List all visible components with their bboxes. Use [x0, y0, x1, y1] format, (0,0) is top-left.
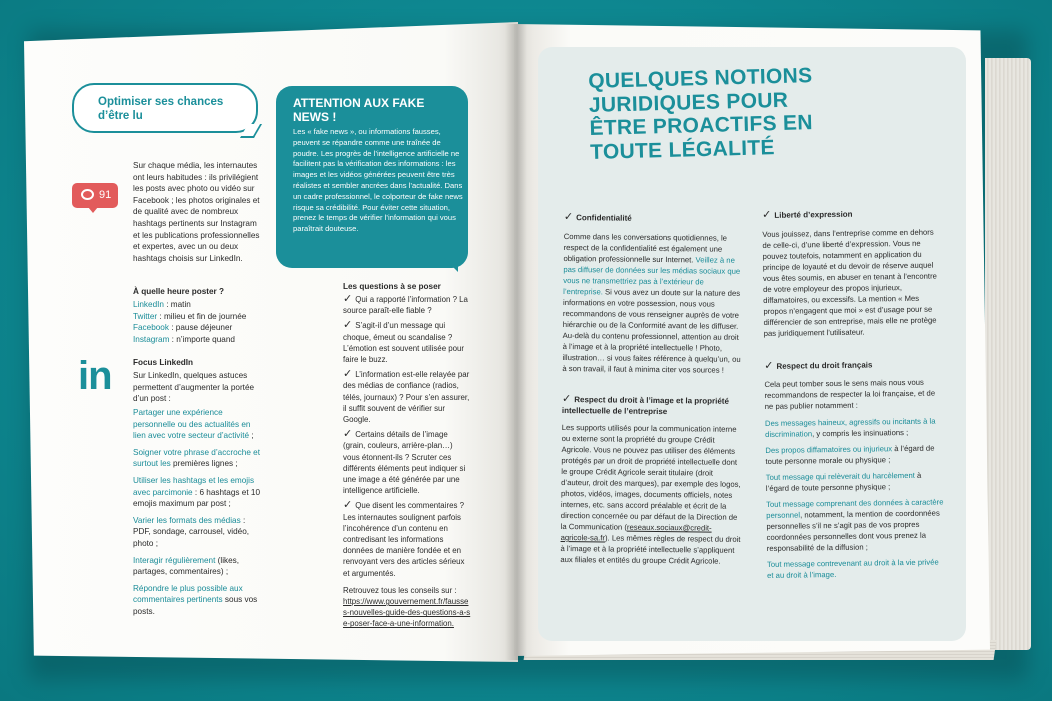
when-item: Instagram : n’importe quand [133, 334, 235, 344]
focus-item: Partager une expérience personnelle ou des actualités en lien avec votre secteur d’activité ; [133, 408, 254, 441]
law-item: Tout message contrevenant au droit à la vie privée et au droit à l’image. [766, 557, 939, 580]
when-item: LinkedIn : matin [133, 300, 191, 309]
law-item: Des messages haineux, agressifs ou incitants à la discrimination, y compris les insinuations ; [764, 416, 936, 439]
check-icon: ✓ [764, 359, 774, 372]
law-list [765, 415, 947, 580]
focus-item: Varier les formats des médias : PDF, sondage, carrousel, vidéo, photo ; [133, 515, 250, 548]
check-icon: ✓ [343, 293, 353, 305]
check-icon: ✓ [343, 428, 353, 441]
notification-count: 91 [99, 189, 112, 201]
comment-icon [81, 189, 94, 200]
question-item: ✓ Qui a rapporté l’information ? La source paraît-elle fiable ? [343, 293, 468, 316]
confidentiality-body: Comme dans les conversations quotidiennes, le respect de la confidentialité est également une obligation professionnelle sur Internet. Veillez à ne pas diffuser de données sur les médias sociaux que vous ne transmettriez pas à l’extérieur de l’entreprise. Si vous avez un doute sur la nature des informations en votre possession, nous vous recommandons de vous renseigner auprès de votre hiérarchie ou de la Conformité avant de les diffuser. Au-delà du contenu professionnel, attention au droit à l’image et à la propriété intellectuelle ! Photo, illustration… si vous faites référence à quelqu’un, ou à son travail, il faut à minima citer vos sources ! [562, 231, 741, 375]
fake-news-box [276, 86, 468, 268]
focus-list [133, 407, 263, 618]
when-title: À quelle heure poster ? [133, 287, 224, 296]
linkedin-icon: in [78, 354, 112, 398]
check-icon: ✓ [343, 319, 353, 332]
image-rights-title: ✓ Respect du droit à l’image et la propriété intellectuelle de l’entreprise [561, 392, 729, 417]
focus-title: Focus LinkedIn [133, 358, 194, 367]
intro-text: Sur chaque média, les internautes ont leurs habitudes : ils privilégient les posts avec photo ou vidéo sur Facebook ; les photos originales et de qualité avec de nombreux hashtags pertinents sur Instagram et les publications professionnelles et expertes, avec un ou deux hashtags choisis sur LinkedIn. [133, 161, 260, 263]
law-item: Tout message qui relèverait du harcèlement à l’égard de toute personne physique ; [765, 470, 922, 493]
question-item: ✓ Certains détails de l’image (grain, couleurs, arrière-plan…) vous étonnent-ils ? Scruter ces différents éléments peut indiquer si une image a été générée par une intelligence artificielle. [343, 428, 466, 496]
question-item: ✓ S’agit-il d’un message qui choque, émeut ou scandalise ? L’émotion est souvent utilisée pour faire le buzz. [343, 319, 465, 365]
advice-text: Retrouvez tous les conseils sur : [343, 585, 457, 595]
speech-bubble [72, 83, 258, 133]
check-icon: ✓ [343, 499, 353, 512]
law-title: ✓ Respect du droit français [764, 359, 873, 372]
notification-badge [72, 183, 118, 208]
focus-item: Utiliser les hashtags et les emojis avec parcimonie : 6 hashtags et 10 emojis maximum par post ; [133, 475, 260, 509]
confidentiality-title: ✓ Confidentialité [563, 211, 632, 224]
fake-news-title: ATTENTION AUX FAKE NEWS ! [293, 96, 425, 124]
page-title: QUELQUES NOTIONS JURIDIQUES POUR ÊTRE PROACTIFS EN TOUTE LÉGALITÉ [588, 64, 814, 164]
notification-tail [88, 207, 98, 213]
check-icon: ✓ [563, 211, 574, 224]
focus-intro: Sur LinkedIn, quelques astuces permettent d’augmenter la portée d’un post : [133, 371, 255, 404]
bubble-title: Optimiser ses chances d’être lu [98, 96, 224, 122]
image-rights-body: Les supports utilisés pour la communication interne ou externe sont la propriété du groupe Crédit Agricole. Vous ne pouvez pas utiliser des éléments protégés par un droit de propriété intellectuelle dont le groupe Crédit Agricole serait titulaire (droit d’auteur, droit des marques), par exemple des logos, photos, vidéos, images, documents officiels, notes internes, etc. sans accord préalable et écrit de la direction concernée ou par défaut de la Direction de la Communication (reseaux.sociaux@credit-agricole-sa.fr). Les mêmes règles de respect du droit à l’image et à la propriété intellectuelle s’appliquent aux filiales et entités du groupe Crédit Agricole. [560, 422, 741, 566]
check-icon: ✓ [343, 368, 353, 381]
freedom-title: ✓ Liberté d’expression [761, 208, 853, 221]
when-item: Facebook : pause déjeuner [133, 323, 233, 333]
freedom-section [762, 207, 947, 580]
when-list [133, 299, 263, 345]
book-gutter [505, 24, 527, 660]
law-item: Des propos diffamatoires ou injurieux à l’égard de toute personne morale ou physique ; [765, 443, 935, 466]
focus-item: Soigner votre phrase d’accroche et surtout les premières lignes ; [133, 447, 260, 469]
question-item: ✓ L’information est-elle relayée par des médias de confiance (radios, télés, journaux) ? Pour s’en assurer, il suffit souvent de vérifier sur Google. [343, 368, 470, 425]
freedom-body: Vous jouissez, dans l’entreprise comme en dehors de celle-ci, d’une liberté d’expression. Vous ne pouvez toutefois, notamment en application du principe de loyauté et du devoir de réserve auquel vous êtes soumis, en abuser en tenant à l’encontre de votre employeur des propos injurieux, diffamatoires, ou excessifs. La mention « Mes propos n’engagent que moi » est d’usage pour se différencier de son entreprise, mais elle ne protège pas juridiquement l’utilisateur. [762, 227, 937, 338]
questions-list [343, 294, 471, 630]
law-intro: Cela peut tomber sous le sens mais nous vous recommandons de respecter la loi française, et de ne pas publier notamment : [764, 377, 936, 411]
law-item: Tout message comprenant des données à caractère personnel, notamment, la mention de coordonnées personnelles s’il ne s’agit pas de vos propres coordonnées personnelles dont vous prenez la responsabilité de la diffusion ; [766, 497, 944, 553]
page-stack-edge [985, 58, 1031, 650]
question-item: ✓ Que disent les commentaires ? Les internautes soulignent parfois l’incohérence d’un contenu en contredisant les informations données de manière fondée et en renvoyant vers des articles sérieux et argumentés. [343, 499, 465, 578]
advice-link[interactable]: https://www.gouvernement.fr/fausses-nouvelles-guide-des-questions-a-se-poser-face-a-une-information. [343, 597, 471, 629]
email-link[interactable]: reseaux.sociaux@credit-agricole-sa.fr [560, 522, 712, 543]
fake-news-tail [444, 258, 458, 272]
questions-title: Les questions à se poser [343, 282, 441, 291]
check-icon: ✓ [561, 392, 572, 406]
fake-news-body: Les « fake news », ou informations fausses, peuvent se répandre comme une traînée de poudre. Les progrès de l’intelligence artificielle ne facilitent pas la vérification des informations : les images et les vidéos générées peuvent être très réalistes et sembler ancrées dans l’actualité. Dans un cadre professionnel, le colporteur de fake news risque sa crédibilité. Pour éviter cette situation, prenez le temps de vérifier l’information qui vous paraîtrait douteuse. [293, 127, 463, 234]
when-item: Twitter : milieu et fin de journée [133, 311, 247, 321]
check-icon: ✓ [761, 208, 772, 221]
focus-item: Interagir régulièrement (likes, partages, commentaires) ; [133, 555, 240, 577]
confidentiality-section [560, 212, 744, 567]
focus-item: Répondre le plus possible aux commentaires pertinents sous vos posts. [133, 583, 258, 616]
